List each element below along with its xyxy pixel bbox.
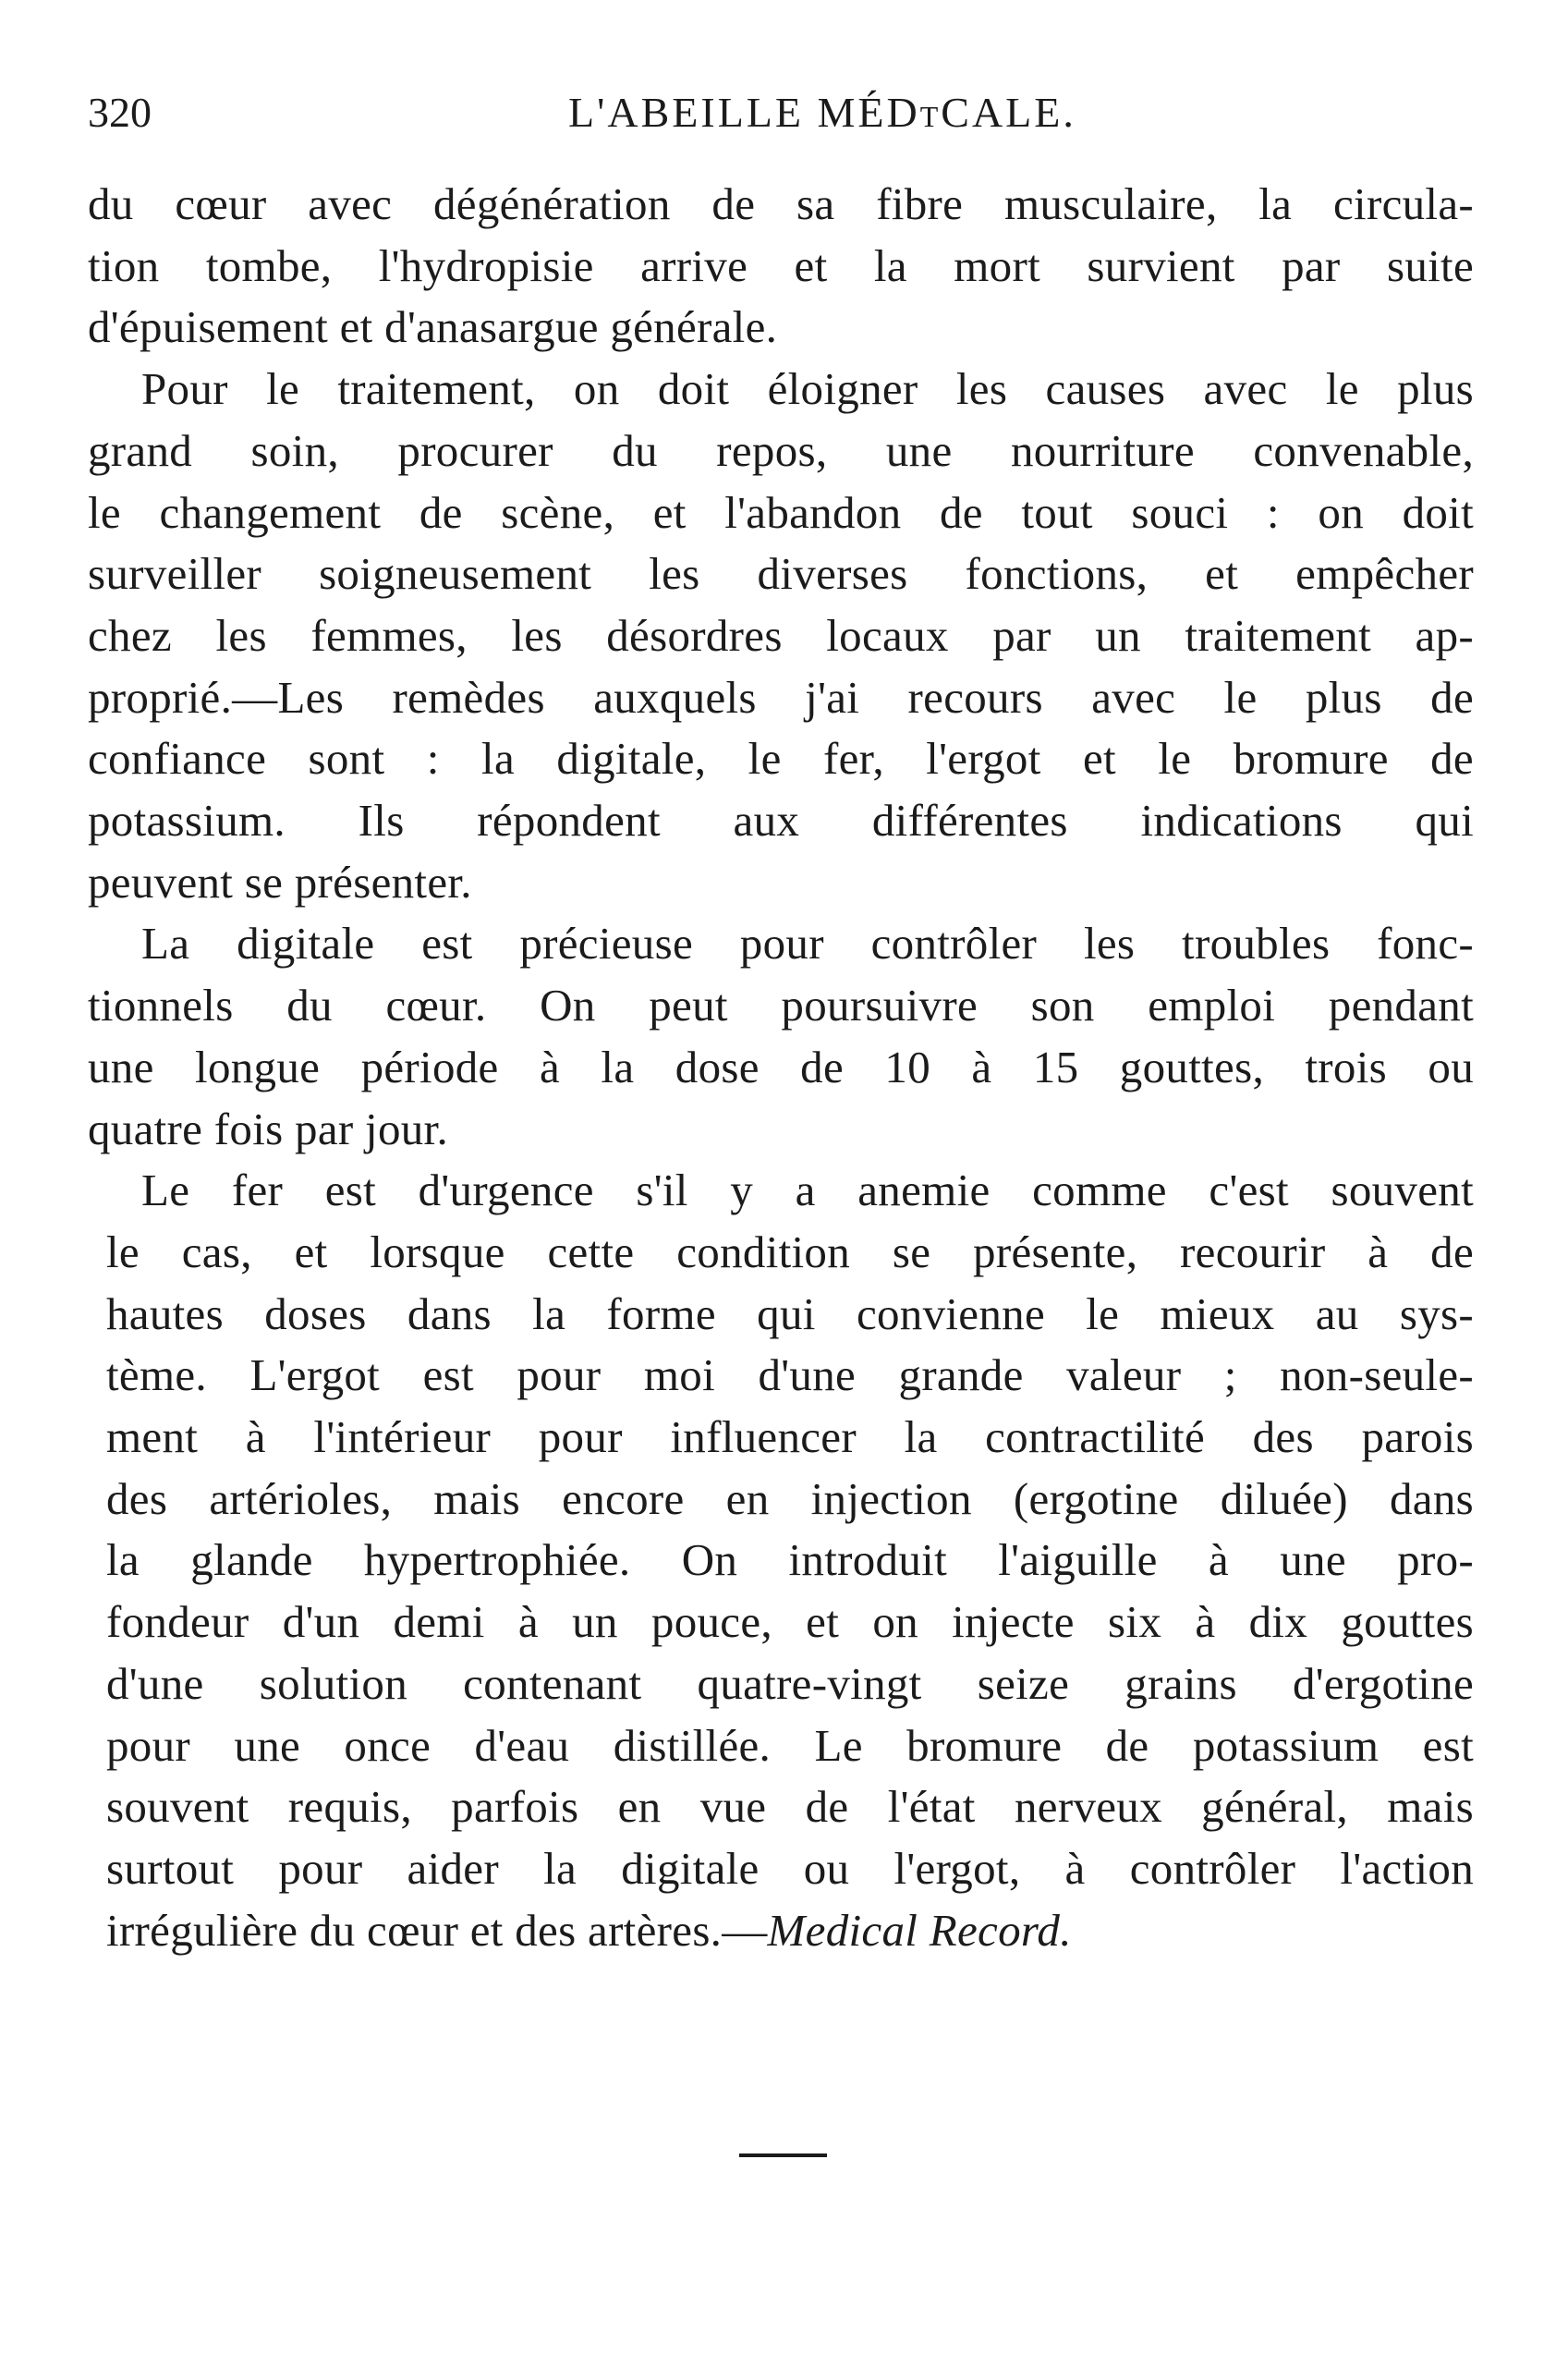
text-line: une longue période à la dose de 10 à 15 gouttes, trois ou (88, 1041, 1474, 1092)
text-line: peuvent se présenter. (88, 856, 472, 908)
text-line: La digitale est précieuse pour contrôler les troubles fonc- (141, 918, 1474, 970)
text-line: potassium. Ils répondent aux différentes indications qui (88, 795, 1474, 847)
text-line: ment à l'intérieur pour influencer la contractilité des parois (106, 1411, 1474, 1463)
text-line: d'épuisement et d'anasargue générale. (88, 301, 778, 353)
text-line: tion tombe, l'hydropisie arrive et la mort survient par suite (88, 239, 1474, 291)
text-line: surveiller soigneusement les diverses fonctions, et empêcher (88, 548, 1474, 600)
text-line: le changement de scène, et l'abandon de tout souci : on doit (88, 486, 1474, 538)
text-line: Pour le traitement, on doit éloigner les causes avec le plus (141, 363, 1474, 415)
text-line: proprié.—Les remèdes auxquels j'ai recours avec le plus de (88, 671, 1474, 723)
text-line: tionnels du cœur. On peut poursuivre son emploi pendant (88, 980, 1474, 1031)
text-line: souvent requis, parfois en vue de l'état nerveux général, mais (106, 1781, 1474, 1833)
text-line: chez les femmes, les désordres locaux par un traitement ap- (88, 609, 1474, 661)
paragraph-2 (88, 359, 1474, 913)
page-number: 320 (88, 89, 152, 136)
text-line: pour une once d'eau distillée. Le bromure de potassium est (106, 1719, 1474, 1771)
text-line: le cas, et lorsque cette condition se présente, recourir à de (106, 1226, 1474, 1277)
text-line: quatre fois par jour. (88, 1103, 449, 1154)
text-line: la glande hypertrophiée. On introduit l'aiguille à une pro- (106, 1534, 1474, 1586)
text-line: tème. L'ergot est pour moi d'une grande valeur ; non-seule- (106, 1349, 1474, 1401)
text-line: fondeur d'un demi à un pouce, et on injecte six à dix gouttes (106, 1596, 1474, 1648)
text-line: du cœur avec dégénération de sa fibre musculaire, la circula- (88, 178, 1474, 229)
text-line: grand soin, procurer du repos, une nourriture convenable, (88, 424, 1474, 476)
text-line: d'une solution contenant quatre-vingt seize grains d'ergotine (106, 1657, 1474, 1709)
text-line: surtout pour aider la digitale ou l'ergot, à contrôler l'action (106, 1842, 1474, 1894)
running-head (88, 85, 1474, 140)
paragraph-4 (88, 1160, 1474, 1961)
source-citation: Medical Record. (767, 1904, 1072, 1956)
section-divider (739, 2153, 827, 2157)
text-line: confiance sont : la digitale, le fer, l'ergot et le bromure de (88, 733, 1474, 785)
paragraph-1 (88, 174, 1474, 359)
text-line-content: irrégulière du cœur et des artères.— (106, 1904, 768, 1956)
text-line: des artérioles, mais encore en injection (ergotine diluée) dans (106, 1472, 1474, 1524)
running-title: L'ABEILLE MÉDtCALE. (568, 89, 1076, 136)
body-text (88, 174, 1474, 1961)
text-line: hautes doses dans la forme qui convienne le mieux au sys- (106, 1287, 1474, 1339)
text-line (106, 1900, 1474, 1962)
paragraph-3 (88, 913, 1474, 1160)
text-line: Le fer est d'urgence s'il y a anemie comme c'est souvent (141, 1165, 1474, 1216)
